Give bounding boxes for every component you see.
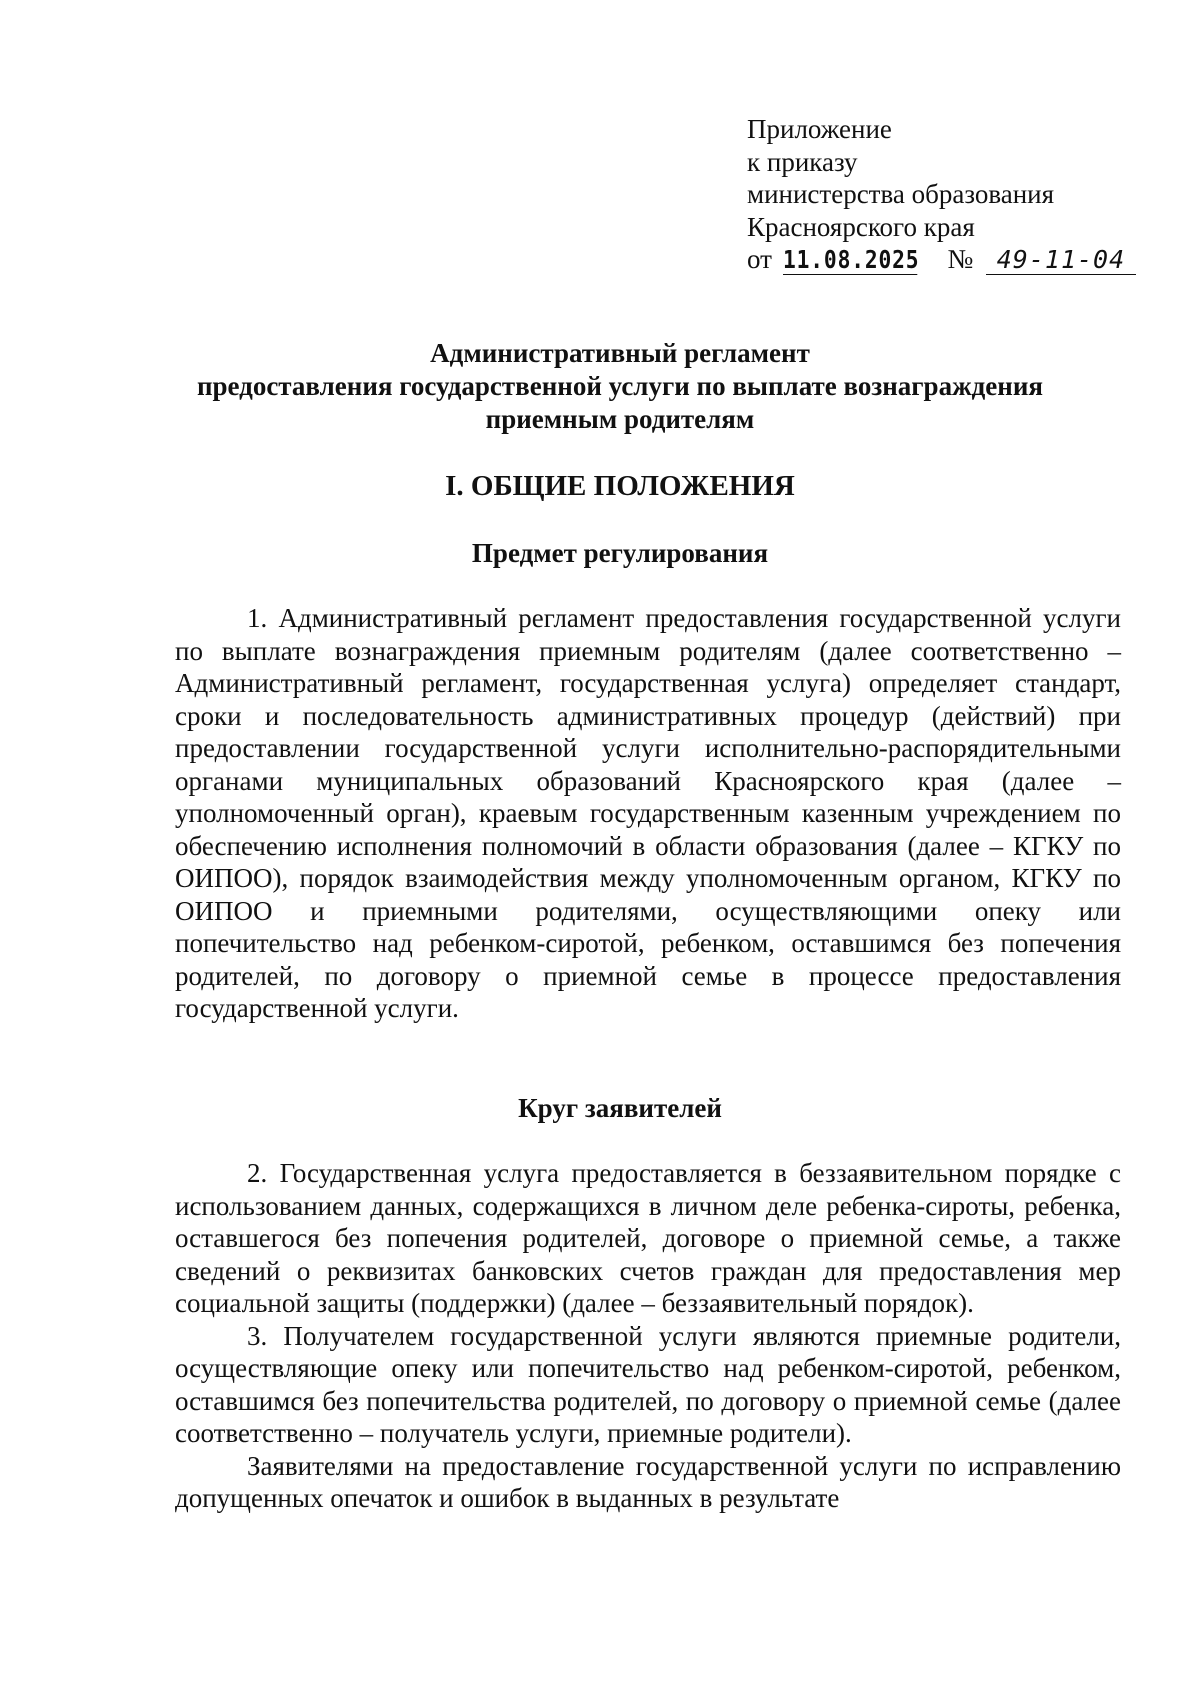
subsection-heading-applicants: Круг заявителей [518,1093,722,1123]
attachment-line: к приказу [747,146,858,177]
attachment-line: министерства образования [747,179,1055,209]
paragraph-block [175,1157,1121,1515]
attachment-line: Приложение [747,114,892,144]
date-prefix: от [747,244,772,274]
title-line: Административный регламент [430,338,810,368]
title-line: предоставления государственной услуги по выплате вознаграждения [196,371,1044,401]
subsection-heading-subject: Предмет регулирования [471,538,769,568]
attachment-block [747,113,1136,276]
paragraph-3: 3. Получателем государственной услуги являются приемные родители, осуществляющие опеку или попечительство над ребенком-сиротой, ребенком, оставшимся без попечительства родителей, по договору о приемной семье (далее соответственно – получатель услуги, приемные родители). [175,1320,1121,1448]
handwritten-date: 11.08.2025 [782,245,920,274]
attachment-line: Красноярского края [747,211,975,242]
document-title [160,337,1080,436]
paragraph-block [175,602,1121,1025]
section-heading: I. ОБЩИЕ ПОЛОЖЕНИЯ [445,470,795,502]
paragraph-2: 2. Государственная услуга предоставляется в беззаявительном порядке с использованием данных, содержащихся в личном деле ребенка-сироты, ребенка, оставшегося без попечения родителей, договоре о приемной семье, а также сведений о реквизитах банковских счетов граждан для предоставления мер социальной защиты (поддержки) (далее – беззаявительный порядок). [175,1158,1121,1318]
paragraph-4: Заявителями на предоставление государственной услуги по исправлению допущенных опечаток и ошибок в выданных в результате [175,1450,1121,1513]
order-date-line [747,243,1136,276]
paragraph-1: 1. Административный регламент предоставления государственной услуги по выплате вознаграждения приемным родителям (далее соответственно – Административный регламент, государственная услуга) определяет стандарт, сроки и последовательность административных процедур (действий) при предоставлении государственной услуги исполнительно-распорядительными органами муниципальных образований Красноярского края (далее – уполномоченный орган), краевым государственным казенным учреждением по обеспечению исполнения полномочий в области образования (далее – КГКУ по ОИПОО), порядок взаимодействия между уполномоченным органом, КГКУ по ОИПОО и приемными родителями, осуществляющими опеку или попечительство над ребенком-сиротой, ребенком, оставшимся без попечения родителей, по договору о приемной семье в процессе предоставления государственной услуги. [175,603,1121,1023]
title-line: приемным родителям [485,404,755,434]
number-prefix: № [947,244,974,274]
handwritten-order-number: 49-11-04 [986,246,1136,275]
